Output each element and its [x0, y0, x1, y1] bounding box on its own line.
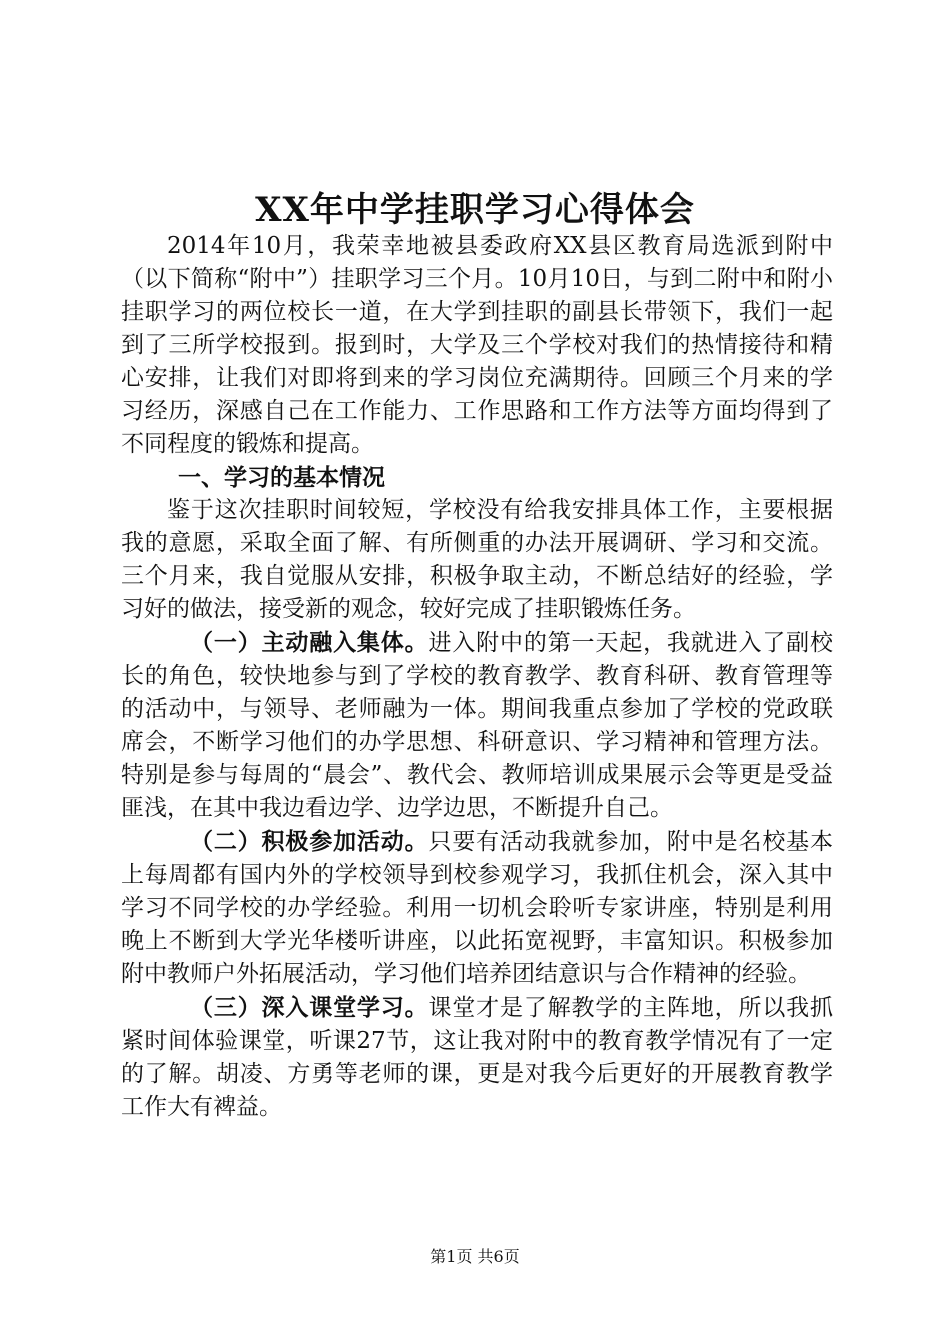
subsection-activities: [121, 825, 833, 991]
intro-paragraph: [121, 230, 833, 461]
page-footer: 第1页 共6页: [430, 1247, 520, 1266]
paragraph-text: 只要有活动我就参加，附中是名校基本上每周都有国内外的学校领导到校参观学习，我抓住机会，深入其中学习不同学校的办学经验。利用一切机会聆听专家讲座，特别是利用晚上不断到大学光华楼听讲座，以此拓宽视野，丰富知识。积极参加附中教师户外拓展活动，学习他们培养团结意识与合作精神的经验。: [121, 829, 834, 987]
subsection-integrate: [121, 626, 833, 825]
subsection-lead: （三）深入课堂学习。: [190, 994, 429, 1021]
section-heading: 一、学习的基本情况: [178, 464, 385, 491]
paragraph-text: 进入附中的第一天起，我就进入了副校长的角色，较快地参与到了学校的教育教学、教育科研、教育管理等的活动中，与领导、老师融为一体。期间我重点参加了学校的党政联席会，不断学习他们的办学思想、科研意识、学习精神和管理方法。特别是参与每周的“晨会”、教代会、教师培训成果展示会等更是受益匪浅，在其中我边看边学、边学边思，不断提升自己。: [121, 630, 834, 821]
paragraph-text: 课堂才是了解教学的主阵地，所以我抓紧时间体验课堂，听课27节，这让我对附中的教育教学情况有了一定的了解。胡凌、方勇等老师的课，更是对我今后更好的开展教育教学工作大有裨益。: [121, 995, 834, 1120]
subsection-lead: （二）积极参加活动。: [190, 828, 429, 855]
subsection-classroom: [121, 991, 833, 1124]
paragraph-text: 鉴于这次挂职时间较短，学校没有给我安排具体工作，主要根据我的意愿，采取全面了解、有所侧重的办法开展调研、学习和交流。三个月来，我自觉服从安排，积极争取主动，不断总结好的经验，学习好的做法，接受新的观念，较好完成了挂职锻炼任务。: [121, 497, 833, 622]
document-title: XX年中学挂职学习心得体会: [255, 190, 695, 230]
document-body: [121, 230, 833, 1124]
paragraph-text: 2014年10月，我荣幸地被县委政府XX县区教育局选派到附中（以下简称“附中”）挂职学习三个月。10月10日，与到二附中和附小挂职学习的两位校长一道，在大学到挂职的副县长带领下，我们一起到了三所学校报到。报到时，大学及三个学校对我们的热情接待和精心安排，让我们对即将到来的学习岗位充满期待。回顾三个月来的学习经历，深感自己在工作能力、工作思路和工作方法等方面均得到了不同程度的锻炼和提高。: [121, 233, 833, 457]
situation-paragraph: [121, 494, 833, 626]
subsection-lead: （一）主动融入集体。: [190, 629, 429, 656]
